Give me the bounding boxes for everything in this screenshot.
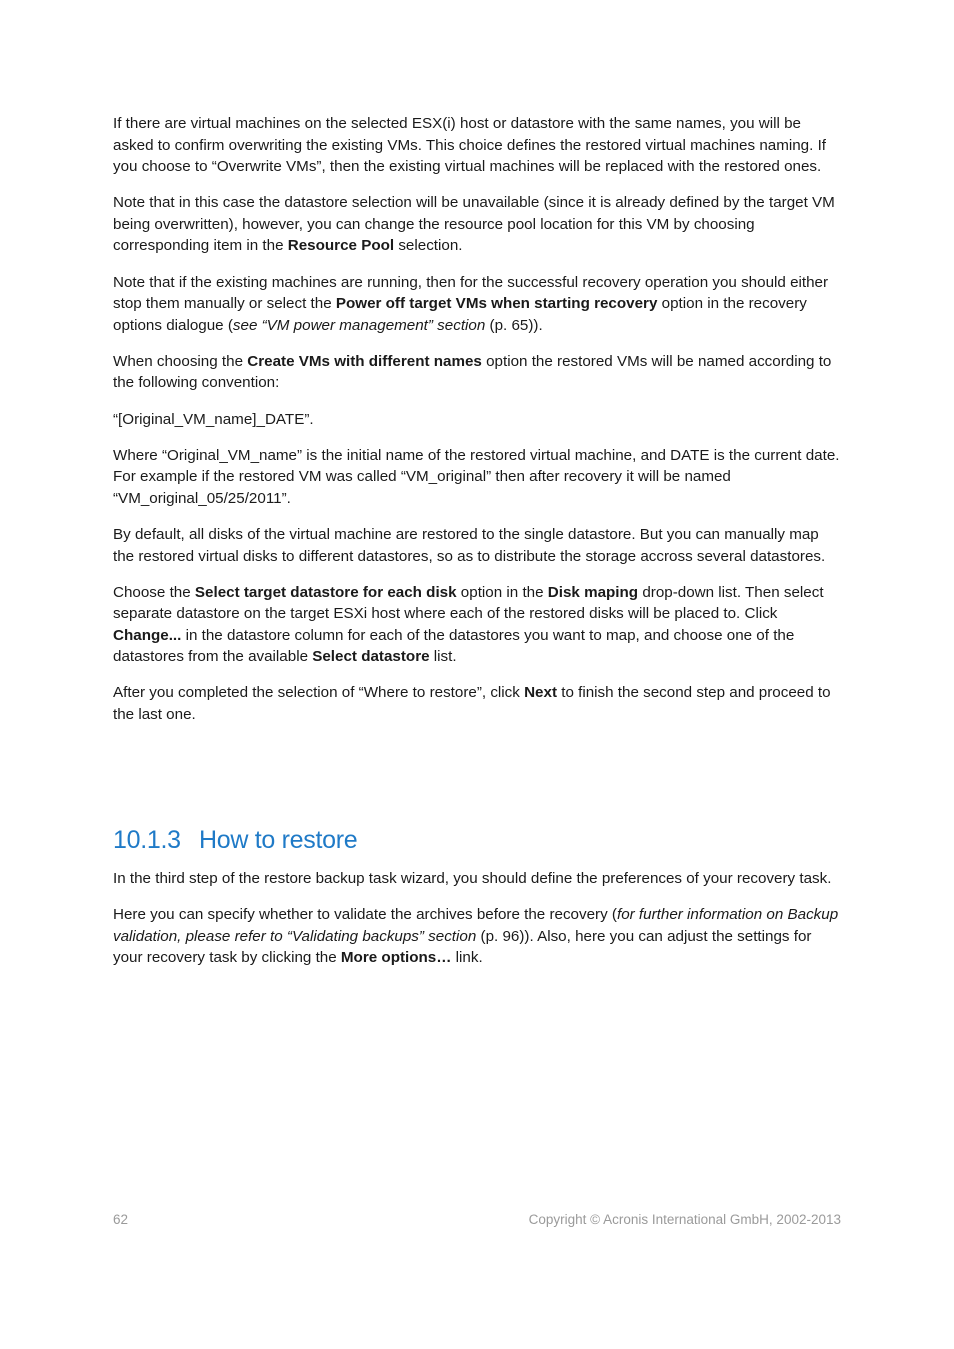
term-more-options: More options… [340, 949, 452, 967]
paragraph-different-names: When choosing the Create VMs with different names option the restored VMs will be named according to the following convention: [113, 352, 832, 392]
cross-reference-vm-power[interactable]: see “VM power management” section [232, 316, 486, 334]
paragraph-overwrite-vms: If there are virtual machines on the selected ESX(i) host or datastore with the same names, you will be asked to confirm overwriting the existing VMs. This choice defines the restored virtual machines naming. If you choose to “Overwrite VMs”, then the existing virtual machines will be replaced with the restored ones. [113, 115, 827, 176]
section-heading [113, 826, 357, 855]
term-next: Next [524, 684, 558, 702]
paragraph-naming-example: Where “Original_VM_name” is the initial name of the restored virtual machine, and DATE is the current date. For example if the restored VM was called “VM_original” then after recovery it will be named “VM_original_05/25/2011”. [113, 446, 840, 507]
section-number: 10.1.3 [113, 826, 181, 854]
term-select-target-datastore: Select target datastore for each disk [194, 583, 457, 601]
paragraph-next-step: After you completed the selection of “Where to restore”, click Next to finish the second step and proceed to the last one. [113, 684, 831, 724]
term-change: Change... [113, 626, 182, 644]
paragraph-disk-mapping: Choose the Select target datastore for each disk option in the Disk maping drop-down list. Then select separate datastore on the target ESXi host where each of the restored disks will be placed to. Click Change... in the datastore column for each of the datastores you want to map, and choose one of the datastores from the available Select datastore list. [113, 583, 824, 666]
paragraph-datastore-selection: Note that in this case the datastore selection will be unavailable (since it is already defined by the target VM being overwritten), however, you can change the resource pool location for this VM by choosing corresponding item in the Resource Pool selection. [113, 194, 835, 255]
cross-reference-validating-backups[interactable]: for further information on Backup validation, please refer to “Validating backups” section [113, 906, 839, 945]
term-create-vms: Create VMs with different names [247, 352, 482, 370]
term-select-datastore: Select datastore [312, 648, 430, 666]
term-disk-maping: Disk maping [547, 583, 639, 601]
copyright-notice: Copyright © Acronis International GmbH, 2002-2013 [528, 1212, 841, 1227]
paragraph-naming-convention: “[Original_VM_name]_DATE”. [113, 410, 314, 428]
paragraph-disks-default: By default, all disks of the virtual machine are restored to the single datastore. But you can manually map the restored virtual disks to different datastores, so as to distribute the storage accross several datastores. [113, 525, 826, 565]
page-number: 62 [113, 1212, 129, 1227]
body-section-2 [113, 868, 843, 983]
paragraph-running-machines: Note that if the existing machines are running, then for the successful recovery operation you should either stop them manually or select the Power off target VMs when starting recovery option in the recovery options dialogue (see “VM power management” section (p. 65)). [113, 273, 829, 334]
term-resource-pool: Resource Pool [287, 237, 395, 255]
body-section-1 [113, 113, 843, 740]
term-power-off: Power off target VMs when starting recovery [335, 295, 658, 313]
section-title: How to restore [199, 826, 358, 854]
paragraph-third-step: In the third step of the restore backup task wizard, you should define the preferences of your recovery task. [113, 870, 832, 887]
paragraph-validation: Here you can specify whether to validate the archives before the recovery (for further information on Backup validation, please refer to “Validating backups” section (p. 96)). Also, here you can adjust the settings for your recovery task by clicking the More options… link. [113, 906, 839, 967]
